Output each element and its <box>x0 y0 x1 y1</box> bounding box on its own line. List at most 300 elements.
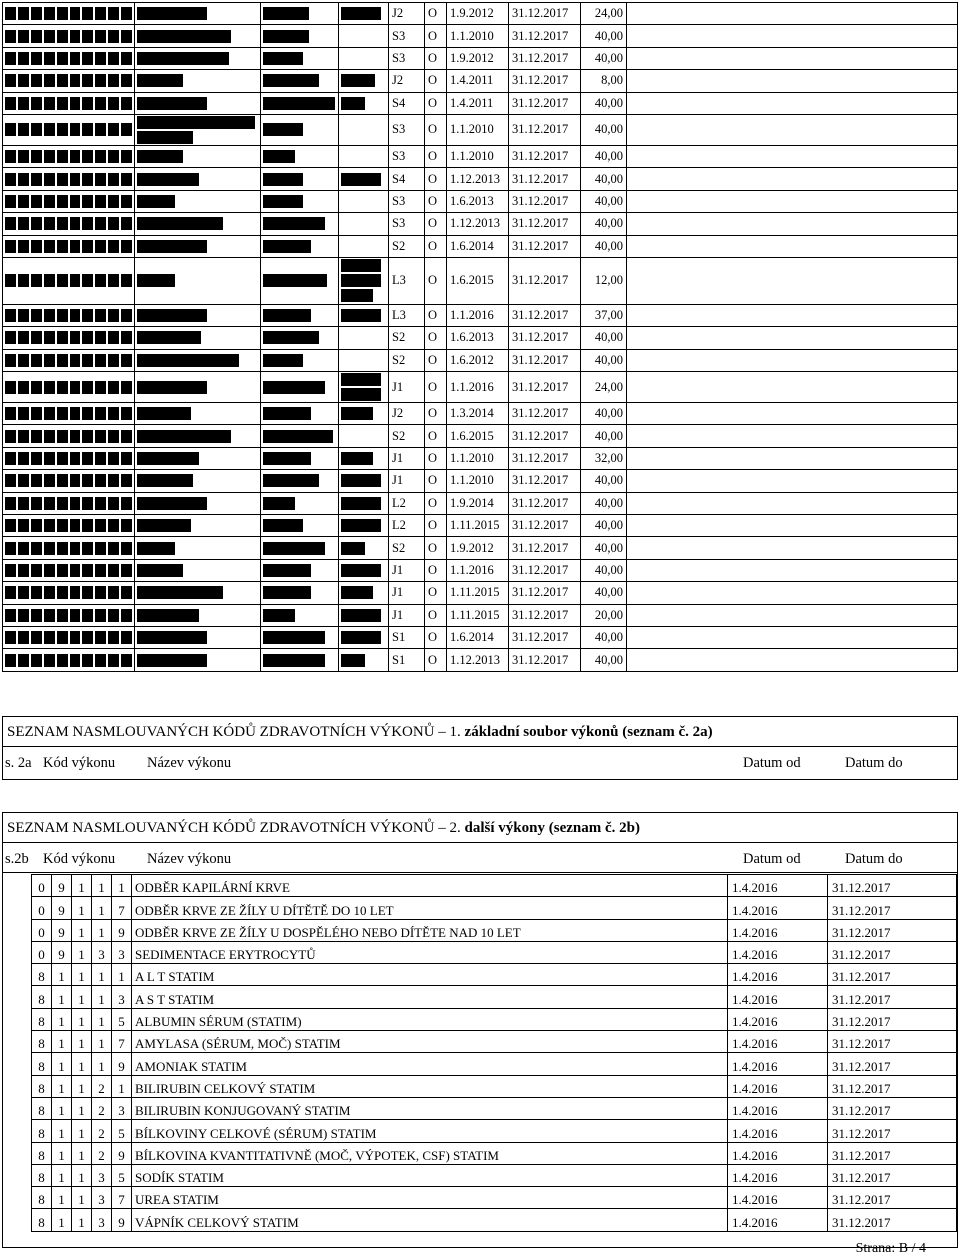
staff-category: L3 <box>389 304 425 326</box>
redacted-digit <box>31 381 42 394</box>
redacted-digit <box>95 654 106 667</box>
redaction-bar <box>263 407 311 420</box>
redacted-digit <box>82 407 93 420</box>
staff-type: O <box>425 235 447 257</box>
code-date-from: 1.4.2016 <box>728 1075 828 1097</box>
redacted-digit <box>5 654 16 667</box>
redacted-digit <box>44 586 55 599</box>
redacted-id <box>3 372 135 403</box>
code-digit: 1 <box>52 1187 72 1209</box>
code-digit: 1 <box>52 1053 72 1075</box>
redaction-bar <box>341 586 373 599</box>
redacted-digit <box>95 52 106 65</box>
staff-date-from: 1.6.2014 <box>447 235 509 257</box>
redacted-id <box>3 470 135 492</box>
staff-hours: 40,00 <box>581 492 627 514</box>
redacted-digit <box>121 452 132 465</box>
redacted-digit <box>57 381 68 394</box>
code-name: VÁPNÍK CELKOVÝ STATIM <box>132 1209 728 1231</box>
redacted-digit <box>70 564 81 577</box>
redacted-digit <box>5 274 16 287</box>
code-digit: 1 <box>72 1053 92 1075</box>
redacted-digit <box>57 217 68 230</box>
redacted-firstname <box>261 403 339 425</box>
staff-category: S3 <box>389 145 425 167</box>
redacted-digit <box>70 150 81 163</box>
code-digit: 1 <box>52 1120 72 1142</box>
staff-row <box>3 257 958 304</box>
redacted-digit <box>82 474 93 487</box>
redaction-bar <box>263 586 311 599</box>
staff-category: J1 <box>389 470 425 492</box>
redacted-digit <box>44 123 55 136</box>
redacted-firstname <box>261 492 339 514</box>
staff-hours: 24,00 <box>581 372 627 403</box>
redacted-digit <box>70 519 81 532</box>
redaction-bar <box>263 354 303 367</box>
code-row <box>32 919 957 941</box>
code-date-from: 1.4.2016 <box>728 1097 828 1119</box>
code-date-to: 31.12.2017 <box>828 1142 957 1164</box>
staff-category: J1 <box>389 559 425 581</box>
redacted-digit <box>82 354 93 367</box>
redacted-digit <box>82 586 93 599</box>
redaction-bar <box>263 97 335 110</box>
code-digit: 1 <box>92 875 112 897</box>
redacted-digit <box>108 123 119 136</box>
redaction-bar <box>137 519 191 532</box>
code-digit: 1 <box>72 1120 92 1142</box>
redacted-digit <box>121 123 132 136</box>
redacted-surname <box>135 537 261 559</box>
redacted-digit <box>121 331 132 344</box>
code-digit: 5 <box>112 1120 132 1142</box>
redaction-bar <box>137 131 193 144</box>
staff-row <box>3 304 958 326</box>
redacted-digit <box>18 381 29 394</box>
staff-date-to: 31.12.2017 <box>509 582 581 604</box>
redacted-digit <box>95 354 106 367</box>
redaction-bar <box>263 474 319 487</box>
redaction-bar <box>137 116 255 129</box>
redacted-digit <box>70 497 81 510</box>
staff-date-to: 31.12.2017 <box>509 604 581 626</box>
redacted-digit <box>121 309 132 322</box>
redaction-bar <box>137 150 183 163</box>
redacted-digit <box>82 452 93 465</box>
staff-category: S1 <box>389 626 425 648</box>
redacted-digit <box>121 381 132 394</box>
redacted-title <box>339 190 389 212</box>
code-date-to: 31.12.2017 <box>828 986 957 1008</box>
code-digit: 7 <box>112 1187 132 1209</box>
redacted-digit <box>108 354 119 367</box>
redacted-title <box>339 515 389 537</box>
code-date-from: 1.4.2016 <box>728 986 828 1008</box>
code-digit: 3 <box>92 941 112 963</box>
code-digit: 1 <box>92 897 112 919</box>
redacted-digit <box>82 564 93 577</box>
page-number: Strana: B / 4 <box>855 1241 926 1256</box>
redaction-bar <box>137 430 231 443</box>
redaction-bar <box>341 407 373 420</box>
redacted-digit <box>57 542 68 555</box>
redacted-title <box>339 425 389 447</box>
code-digit: 1 <box>92 1008 112 1030</box>
staff-empty <box>627 3 958 25</box>
staff-empty <box>627 235 958 257</box>
code-date-from: 1.4.2016 <box>728 1031 828 1053</box>
staff-date-from: 1.1.2016 <box>447 304 509 326</box>
redacted-id <box>3 145 135 167</box>
redacted-digit <box>82 240 93 253</box>
staff-category: S2 <box>389 349 425 371</box>
redacted-digit <box>44 381 55 394</box>
redaction-bar <box>137 240 207 253</box>
redacted-surname <box>135 213 261 235</box>
staff-date-from: 1.9.2012 <box>447 3 509 25</box>
redacted-digit <box>31 452 42 465</box>
code-digit: 1 <box>52 1075 72 1097</box>
redacted-id <box>3 582 135 604</box>
redacted-digit <box>44 217 55 230</box>
staff-type: O <box>425 327 447 349</box>
staff-type: O <box>425 492 447 514</box>
staff-date-to: 31.12.2017 <box>509 235 581 257</box>
redacted-digit <box>121 631 132 644</box>
redacted-digit <box>5 7 16 20</box>
code-digit: 1 <box>72 875 92 897</box>
redacted-surname <box>135 304 261 326</box>
redacted-firstname <box>261 190 339 212</box>
staff-hours: 40,00 <box>581 425 627 447</box>
col-od-header: Datum od <box>743 755 801 771</box>
code-digit: 1 <box>112 964 132 986</box>
staff-date-from: 1.1.2010 <box>447 114 509 145</box>
redacted-digit <box>57 240 68 253</box>
staff-type: O <box>425 190 447 212</box>
redacted-digit <box>18 123 29 136</box>
redaction-bar <box>137 173 199 186</box>
redaction-bar <box>137 497 207 510</box>
redacted-digit <box>82 217 93 230</box>
redacted-digit <box>108 30 119 43</box>
staff-empty <box>627 25 958 47</box>
code-table <box>31 874 957 1232</box>
code-digit: 2 <box>92 1142 112 1164</box>
redacted-digit <box>5 97 16 110</box>
redacted-digit <box>82 331 93 344</box>
redacted-id <box>3 515 135 537</box>
staff-row <box>3 92 958 114</box>
redacted-digit <box>95 564 106 577</box>
staff-empty <box>627 168 958 190</box>
redacted-firstname <box>261 327 339 349</box>
redacted-id <box>3 327 135 349</box>
redacted-digit <box>82 173 93 186</box>
staff-category: J2 <box>389 70 425 92</box>
redacted-digit <box>31 74 42 87</box>
redacted-surname <box>135 582 261 604</box>
staff-date-to: 31.12.2017 <box>509 70 581 92</box>
redacted-digit <box>31 30 42 43</box>
redacted-digit <box>121 30 132 43</box>
code-digit: 8 <box>32 1164 52 1186</box>
redaction-bar <box>137 74 183 87</box>
code-digit: 1 <box>52 1142 72 1164</box>
code-digit: 8 <box>32 1008 52 1030</box>
redacted-digit <box>121 7 132 20</box>
redacted-digit <box>82 195 93 208</box>
redacted-digit <box>44 74 55 87</box>
staff-category: S3 <box>389 114 425 145</box>
redacted-surname <box>135 145 261 167</box>
redacted-digit <box>44 654 55 667</box>
code-date-to: 31.12.2017 <box>828 1075 957 1097</box>
staff-empty <box>627 257 958 304</box>
redacted-digit <box>31 564 42 577</box>
staff-empty <box>627 447 958 469</box>
code-row <box>32 1031 957 1053</box>
redacted-digit <box>5 52 16 65</box>
staff-row <box>3 70 958 92</box>
redacted-firstname <box>261 470 339 492</box>
staff-date-to: 31.12.2017 <box>509 92 581 114</box>
staff-hours: 40,00 <box>581 515 627 537</box>
code-digit: 1 <box>52 1031 72 1053</box>
redaction-bar <box>263 52 303 65</box>
redacted-digit <box>44 331 55 344</box>
redacted-digit <box>18 150 29 163</box>
redacted-digit <box>95 497 106 510</box>
redaction-bar <box>137 331 201 344</box>
col-do-header: Datum do <box>845 755 903 771</box>
code-date-to: 31.12.2017 <box>828 919 957 941</box>
code-name: AMYLASA (SÉRUM, MOČ) STATIM <box>132 1031 728 1053</box>
redacted-digit <box>108 217 119 230</box>
code-date-to: 31.12.2017 <box>828 941 957 963</box>
redacted-digit <box>108 97 119 110</box>
redacted-digit <box>121 354 132 367</box>
redacted-digit <box>70 74 81 87</box>
redacted-digit <box>44 240 55 253</box>
redacted-digit <box>31 123 42 136</box>
staff-empty <box>627 403 958 425</box>
redacted-digit <box>18 474 29 487</box>
code-digit: 1 <box>72 1075 92 1097</box>
section-2a-title: SEZNAM NASMLOUVANÝCH KÓDŮ ZDRAVOTNÍCH VÝKONŮ – 1. základní soubor výkonů (seznam č. 2a) <box>3 717 957 747</box>
code-name: SODÍK STATIM <box>132 1164 728 1186</box>
code-digit: 1 <box>72 964 92 986</box>
redacted-digit <box>18 609 29 622</box>
staff-row <box>3 235 958 257</box>
redaction-bar <box>263 274 327 287</box>
redacted-id <box>3 604 135 626</box>
staff-row <box>3 145 958 167</box>
redacted-digit <box>18 74 29 87</box>
redaction-bar <box>137 7 207 20</box>
col-od-header: Datum od <box>743 851 801 867</box>
staff-hours: 40,00 <box>581 213 627 235</box>
redacted-digit <box>31 407 42 420</box>
section-2a-header <box>3 747 957 779</box>
staff-date-to: 31.12.2017 <box>509 257 581 304</box>
redacted-digit <box>121 542 132 555</box>
staff-row <box>3 3 958 25</box>
redacted-digit <box>5 430 16 443</box>
code-digit: 9 <box>112 919 132 941</box>
redacted-digit <box>95 452 106 465</box>
redacted-digit <box>70 381 81 394</box>
redacted-digit <box>70 123 81 136</box>
redacted-digit <box>82 497 93 510</box>
staff-empty <box>627 190 958 212</box>
redacted-surname <box>135 168 261 190</box>
code-date-from: 1.4.2016 <box>728 1209 828 1231</box>
staff-type: O <box>425 213 447 235</box>
redacted-digit <box>108 542 119 555</box>
redaction-bar <box>263 195 303 208</box>
staff-row <box>3 213 958 235</box>
redacted-digit <box>44 631 55 644</box>
redacted-digit <box>31 609 42 622</box>
redacted-digit <box>70 7 81 20</box>
redaction-bar <box>263 217 325 230</box>
staff-type: O <box>425 168 447 190</box>
staff-date-from: 1.12.2013 <box>447 213 509 235</box>
redacted-firstname <box>261 304 339 326</box>
redacted-digit <box>18 497 29 510</box>
redacted-digit <box>82 309 93 322</box>
redaction-bar <box>263 542 325 555</box>
code-digit: 8 <box>32 1209 52 1231</box>
redacted-digit <box>31 195 42 208</box>
redacted-digit <box>82 150 93 163</box>
staff-type: O <box>425 604 447 626</box>
redacted-digit <box>5 452 16 465</box>
redacted-digit <box>95 309 106 322</box>
code-digit: 8 <box>32 1075 52 1097</box>
staff-category: S3 <box>389 47 425 69</box>
redacted-digit <box>70 173 81 186</box>
redaction-bar <box>263 452 311 465</box>
redacted-firstname <box>261 604 339 626</box>
redacted-digit <box>31 173 42 186</box>
redacted-digit <box>95 474 106 487</box>
redacted-digit <box>44 452 55 465</box>
redacted-digit <box>44 309 55 322</box>
redacted-digit <box>70 474 81 487</box>
redacted-digit <box>5 474 16 487</box>
staff-date-from: 1.12.2013 <box>447 649 509 671</box>
code-digit: 8 <box>32 1187 52 1209</box>
redacted-id <box>3 235 135 257</box>
redaction-bar <box>263 609 295 622</box>
staff-empty <box>627 492 958 514</box>
redacted-digit <box>57 564 68 577</box>
staff-empty <box>627 92 958 114</box>
redacted-title <box>339 372 389 403</box>
redacted-digit <box>95 240 106 253</box>
staff-empty <box>627 649 958 671</box>
staff-empty <box>627 213 958 235</box>
code-row <box>32 1075 957 1097</box>
redacted-surname <box>135 403 261 425</box>
redacted-id <box>3 559 135 581</box>
redacted-digit <box>57 474 68 487</box>
redacted-firstname <box>261 92 339 114</box>
redacted-firstname <box>261 3 339 25</box>
staff-date-from: 1.3.2014 <box>447 403 509 425</box>
redacted-firstname <box>261 168 339 190</box>
staff-category: J2 <box>389 403 425 425</box>
redaction-bar <box>137 586 223 599</box>
redacted-title <box>339 25 389 47</box>
staff-type: O <box>425 626 447 648</box>
code-digit: 3 <box>92 1187 112 1209</box>
staff-type: O <box>425 515 447 537</box>
staff-date-from: 1.6.2015 <box>447 425 509 447</box>
staff-category: J1 <box>389 372 425 403</box>
redacted-digit <box>108 173 119 186</box>
staff-date-to: 31.12.2017 <box>509 626 581 648</box>
redacted-firstname <box>261 649 339 671</box>
staff-hours: 40,00 <box>581 626 627 648</box>
redacted-surname <box>135 190 261 212</box>
staff-row <box>3 349 958 371</box>
redacted-digit <box>57 519 68 532</box>
redacted-digit <box>18 631 29 644</box>
staff-date-from: 1.6.2015 <box>447 257 509 304</box>
staff-empty <box>627 327 958 349</box>
redacted-digit <box>31 631 42 644</box>
redacted-digit <box>70 430 81 443</box>
col-do-header: Datum do <box>845 851 903 867</box>
staff-date-to: 31.12.2017 <box>509 47 581 69</box>
code-row <box>32 897 957 919</box>
redaction-bar <box>137 631 207 644</box>
redacted-digit <box>108 586 119 599</box>
code-row <box>32 1164 957 1186</box>
staff-hours: 40,00 <box>581 559 627 581</box>
redacted-id <box>3 257 135 304</box>
redaction-bar <box>341 97 365 110</box>
redacted-digit <box>95 430 106 443</box>
redacted-firstname <box>261 582 339 604</box>
redacted-surname <box>135 349 261 371</box>
section-2b-title: SEZNAM NASMLOUVANÝCH KÓDŮ ZDRAVOTNÍCH VÝKONŮ – 2. další výkony (seznam č. 2b) <box>3 813 957 843</box>
redacted-digit <box>70 217 81 230</box>
redacted-digit <box>95 274 106 287</box>
redacted-digit <box>31 217 42 230</box>
redacted-title <box>339 168 389 190</box>
redacted-digit <box>121 654 132 667</box>
staff-row <box>3 470 958 492</box>
code-name: UREA STATIM <box>132 1187 728 1209</box>
redacted-digit <box>5 30 16 43</box>
redacted-digit <box>57 150 68 163</box>
staff-row <box>3 604 958 626</box>
staff-hours: 40,00 <box>581 582 627 604</box>
staff-hours: 40,00 <box>581 145 627 167</box>
staff-type: O <box>425 257 447 304</box>
staff-hours: 40,00 <box>581 235 627 257</box>
redacted-digit <box>108 74 119 87</box>
staff-empty <box>627 145 958 167</box>
code-digit: 1 <box>52 964 72 986</box>
redacted-digit <box>57 586 68 599</box>
code-digit: 9 <box>112 1053 132 1075</box>
